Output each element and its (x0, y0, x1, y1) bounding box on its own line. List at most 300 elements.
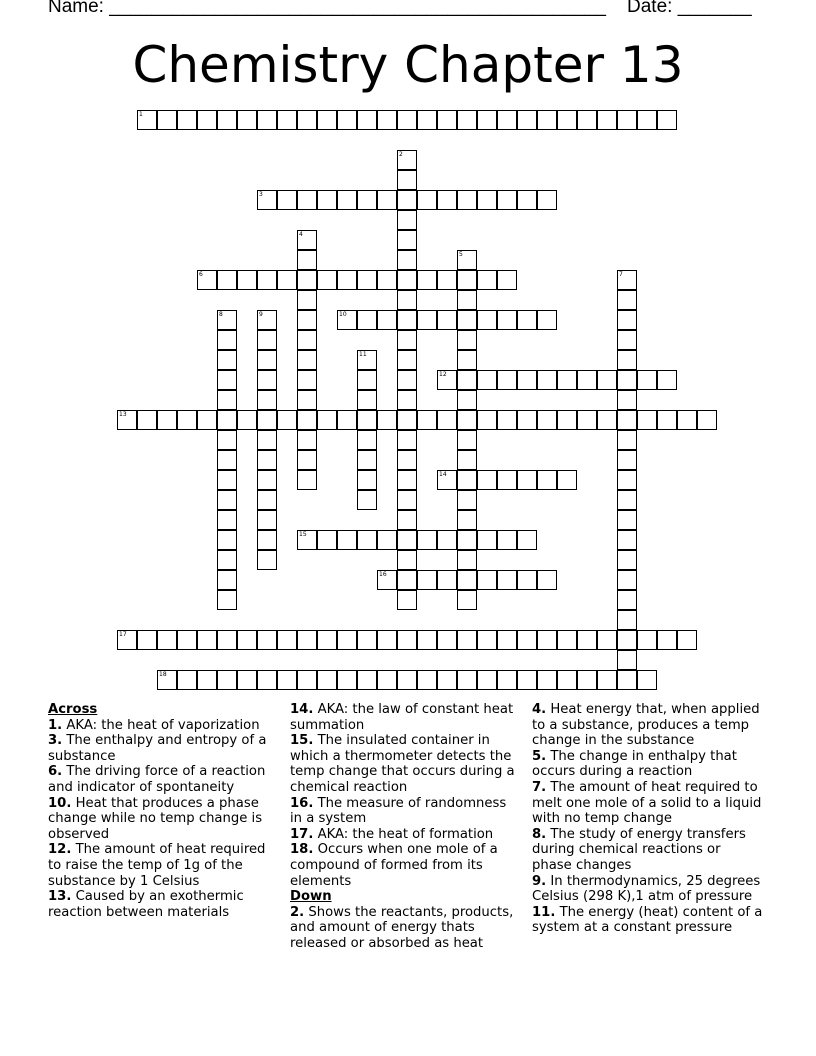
crossword-cell[interactable] (257, 470, 277, 490)
crossword-cell[interactable] (477, 570, 497, 590)
crossword-cell[interactable] (617, 390, 637, 410)
crossword-cell[interactable] (437, 530, 457, 550)
crossword-cell[interactable] (617, 630, 637, 650)
crossword-cell[interactable] (637, 370, 657, 390)
crossword-cell[interactable] (277, 190, 297, 210)
crossword-cell[interactable] (397, 390, 417, 410)
crossword-cell[interactable] (457, 470, 477, 490)
crossword-cell[interactable] (597, 110, 617, 130)
crossword-cell[interactable] (357, 490, 377, 510)
crossword-cell[interactable] (577, 410, 597, 430)
crossword-cell[interactable] (257, 330, 277, 350)
crossword-cell[interactable] (217, 310, 237, 330)
crossword-cell[interactable] (517, 310, 537, 330)
crossword-cell[interactable] (377, 570, 397, 590)
crossword-cell[interactable] (417, 570, 437, 590)
crossword-cell[interactable] (197, 630, 217, 650)
crossword-cell[interactable] (517, 410, 537, 430)
crossword-cell[interactable] (337, 110, 357, 130)
crossword-cell[interactable] (397, 370, 417, 390)
crossword-cell[interactable] (457, 110, 477, 130)
crossword-cell[interactable] (397, 350, 417, 370)
crossword-cell[interactable] (617, 650, 637, 670)
crossword-cell[interactable] (417, 630, 437, 650)
crossword-cell[interactable] (257, 190, 277, 210)
crossword-cell[interactable] (317, 110, 337, 130)
crossword-cell[interactable] (477, 270, 497, 290)
crossword-cell[interactable] (397, 110, 417, 130)
crossword-cell[interactable] (337, 190, 357, 210)
crossword-cell[interactable] (217, 570, 237, 590)
crossword-cell[interactable] (297, 630, 317, 650)
crossword-cell[interactable] (257, 630, 277, 650)
crossword-cell[interactable] (177, 410, 197, 430)
crossword-cell[interactable] (617, 670, 637, 690)
crossword-cell[interactable] (217, 330, 237, 350)
crossword-cell[interactable] (297, 110, 317, 130)
crossword-cell[interactable] (277, 410, 297, 430)
crossword-cell[interactable] (497, 190, 517, 210)
crossword-cell[interactable] (497, 270, 517, 290)
crossword-cell[interactable] (197, 110, 217, 130)
crossword-cell[interactable] (457, 250, 477, 270)
crossword-cell[interactable] (357, 110, 377, 130)
crossword-cell[interactable] (617, 110, 637, 130)
crossword-cell[interactable] (537, 190, 557, 210)
crossword-cell[interactable] (297, 430, 317, 450)
crossword-cell[interactable] (217, 530, 237, 550)
crossword-cell[interactable] (537, 470, 557, 490)
crossword-cell[interactable] (257, 370, 277, 390)
crossword-cell[interactable] (517, 110, 537, 130)
crossword-cell[interactable] (217, 390, 237, 410)
crossword-cell[interactable] (477, 470, 497, 490)
crossword-cell[interactable] (677, 410, 697, 430)
crossword-cell[interactable] (497, 370, 517, 390)
crossword-cell[interactable] (337, 630, 357, 650)
crossword-cell[interactable] (177, 110, 197, 130)
crossword-cell[interactable] (417, 310, 437, 330)
name-line[interactable]: _______________________________________________ (109, 0, 606, 17)
crossword-cell[interactable] (117, 410, 137, 430)
across-clue-list (48, 718, 280, 921)
crossword-cell[interactable] (317, 190, 337, 210)
crossword-cell[interactable] (337, 530, 357, 550)
crossword-cell[interactable] (557, 470, 577, 490)
crossword-cell[interactable] (617, 510, 637, 530)
crossword-cell[interactable] (397, 470, 417, 490)
crossword-cell[interactable] (537, 110, 557, 130)
crossword-cell[interactable] (357, 390, 377, 410)
crossword-cell[interactable] (617, 450, 637, 470)
crossword-cell[interactable] (277, 670, 297, 690)
crossword-cell[interactable] (277, 630, 297, 650)
crossword-cell[interactable] (517, 470, 537, 490)
crossword-cell[interactable] (457, 190, 477, 210)
crossword-cell[interactable] (257, 110, 277, 130)
crossword-cell[interactable] (417, 670, 437, 690)
crossword-cell[interactable] (197, 670, 217, 690)
crossword-cell[interactable] (477, 310, 497, 330)
crossword-cell[interactable] (497, 670, 517, 690)
crossword-cell[interactable] (397, 250, 417, 270)
crossword-cell[interactable] (177, 630, 197, 650)
crossword-cell[interactable] (397, 150, 417, 170)
crossword-cell[interactable] (297, 450, 317, 470)
crossword-cell[interactable] (477, 630, 497, 650)
crossword-cell[interactable] (397, 430, 417, 450)
crossword-cell[interactable] (457, 590, 477, 610)
crossword-cell[interactable] (437, 630, 457, 650)
crossword-cell[interactable] (157, 630, 177, 650)
crossword-cell[interactable] (397, 550, 417, 570)
crossword-cell[interactable] (377, 410, 397, 430)
crossword-cell[interactable] (577, 670, 597, 690)
crossword-cell[interactable] (497, 110, 517, 130)
crossword-cell[interactable] (257, 450, 277, 470)
crossword-cell[interactable] (217, 590, 237, 610)
crossword-cell[interactable] (617, 490, 637, 510)
crossword-cell[interactable] (257, 410, 277, 430)
crossword-cell[interactable] (637, 670, 657, 690)
crossword-cell[interactable] (617, 570, 637, 590)
crossword-cell[interactable] (357, 270, 377, 290)
crossword-cell[interactable] (297, 270, 317, 290)
crossword-cell[interactable] (457, 570, 477, 590)
crossword-cell[interactable] (537, 570, 557, 590)
crossword-cell[interactable] (517, 370, 537, 390)
crossword-cell[interactable] (257, 430, 277, 450)
crossword-cell[interactable] (697, 410, 717, 430)
crossword-cell[interactable] (397, 190, 417, 210)
crossword-cell[interactable] (537, 310, 557, 330)
crossword-cell[interactable] (297, 470, 317, 490)
crossword-cell[interactable] (177, 670, 197, 690)
crossword-cell[interactable] (377, 310, 397, 330)
crossword-cell[interactable] (437, 110, 457, 130)
crossword-cell[interactable] (217, 490, 237, 510)
crossword-cell[interactable] (417, 410, 437, 430)
crossword-cell[interactable] (237, 410, 257, 430)
crossword-cell[interactable] (397, 670, 417, 690)
crossword-cell[interactable] (457, 330, 477, 350)
crossword-cell[interactable] (277, 270, 297, 290)
crossword-cell[interactable] (397, 530, 417, 550)
crossword-cell[interactable] (537, 630, 557, 650)
crossword-cell[interactable] (317, 630, 337, 650)
crossword-cell[interactable] (457, 290, 477, 310)
crossword-cell[interactable] (217, 470, 237, 490)
crossword-cell[interactable] (437, 410, 457, 430)
crossword-cell[interactable] (617, 530, 637, 550)
crossword-cell[interactable] (457, 490, 477, 510)
clue-item (48, 842, 280, 889)
crossword-cell[interactable] (537, 410, 557, 430)
crossword-cell[interactable] (297, 530, 317, 550)
crossword-cell[interactable] (517, 190, 537, 210)
crossword-cell[interactable] (217, 510, 237, 530)
crossword-cell[interactable] (257, 350, 277, 370)
crossword-cell[interactable] (397, 230, 417, 250)
crossword-cell[interactable] (217, 110, 237, 130)
crossword-cell[interactable] (637, 630, 657, 650)
crossword-cell[interactable] (357, 410, 377, 430)
crossword-cell[interactable] (617, 590, 637, 610)
crossword-cell[interactable] (617, 410, 637, 430)
crossword-cell[interactable] (397, 210, 417, 230)
crossword-cell[interactable] (137, 110, 157, 130)
clue-text: The study of energy transfers during chemical reactions or phase changes (532, 826, 746, 873)
crossword-cell[interactable] (397, 450, 417, 470)
crossword-cell[interactable] (377, 670, 397, 690)
crossword-cell[interactable] (357, 350, 377, 370)
crossword-cell[interactable] (497, 470, 517, 490)
crossword-cell[interactable] (217, 450, 237, 470)
crossword-cell[interactable] (317, 410, 337, 430)
down-clue-list-continued (532, 702, 764, 936)
crossword-cell[interactable] (257, 670, 277, 690)
across-heading: Across (48, 702, 98, 717)
crossword-cell[interactable] (357, 310, 377, 330)
crossword-cell[interactable] (377, 270, 397, 290)
crossword-cell[interactable] (497, 570, 517, 590)
crossword-cell[interactable] (297, 390, 317, 410)
crossword-cell[interactable] (617, 370, 637, 390)
crossword-cell[interactable] (677, 630, 697, 650)
name-label: Name: (48, 0, 104, 17)
crossword-cell[interactable] (457, 670, 477, 690)
crossword-cell[interactable] (217, 270, 237, 290)
crossword-cell[interactable] (497, 410, 517, 430)
crossword-cell[interactable] (237, 270, 257, 290)
crossword-cell[interactable] (517, 630, 537, 650)
crossword-cell[interactable] (157, 410, 177, 430)
crossword-cell[interactable] (457, 270, 477, 290)
crossword-cell[interactable] (297, 250, 317, 270)
crossword-cell[interactable] (417, 110, 437, 130)
crossword-cell[interactable] (397, 170, 417, 190)
clue-item (532, 827, 764, 874)
clue-text: The enthalpy and entropy of a substance (48, 733, 267, 764)
crossword-cell[interactable] (317, 530, 337, 550)
crossword-cell[interactable] (477, 670, 497, 690)
crossword-cell[interactable] (297, 290, 317, 310)
crossword-cell[interactable] (437, 570, 457, 590)
cell-number: 1 (139, 111, 143, 118)
crossword-cell[interactable] (197, 270, 217, 290)
crossword-cell[interactable] (657, 110, 677, 130)
crossword-cell[interactable] (297, 310, 317, 330)
crossword-cell[interactable] (457, 630, 477, 650)
crossword-cell[interactable] (397, 590, 417, 610)
crossword-cell[interactable] (297, 370, 317, 390)
crossword-cell[interactable] (477, 190, 497, 210)
crossword-cell[interactable] (297, 670, 317, 690)
crossword-cell[interactable] (257, 490, 277, 510)
crossword-cell[interactable] (337, 310, 357, 330)
crossword-cell[interactable] (517, 670, 537, 690)
crossword-cell[interactable] (397, 570, 417, 590)
crossword-cell[interactable] (397, 410, 417, 430)
crossword-cell[interactable] (657, 410, 677, 430)
crossword-cell[interactable] (397, 270, 417, 290)
clue-item (290, 842, 522, 889)
crossword-cell[interactable] (517, 570, 537, 590)
crossword-cell[interactable] (457, 550, 477, 570)
crossword-cell[interactable] (637, 410, 657, 430)
crossword-cell[interactable] (617, 610, 637, 630)
crossword-cell[interactable] (497, 630, 517, 650)
crossword-cell[interactable] (257, 310, 277, 330)
crossword-cell[interactable] (137, 630, 157, 650)
crossword-cell[interactable] (357, 530, 377, 550)
crossword-cell[interactable] (657, 630, 677, 650)
crossword-cell[interactable] (397, 290, 417, 310)
crossword-cell[interactable] (557, 370, 577, 390)
crossword-cell[interactable] (497, 530, 517, 550)
crossword-cell[interactable] (397, 330, 417, 350)
crossword-cell[interactable] (357, 450, 377, 470)
crossword-cell[interactable] (457, 530, 477, 550)
crossword-cell[interactable] (297, 190, 317, 210)
crossword-cell[interactable] (257, 550, 277, 570)
crossword-cell[interactable] (157, 670, 177, 690)
crossword-cell[interactable] (457, 390, 477, 410)
crossword-cell[interactable] (557, 410, 577, 430)
crossword-cell[interactable] (597, 630, 617, 650)
crossword-cell[interactable] (637, 110, 657, 130)
crossword-cell[interactable] (457, 430, 477, 450)
crossword-cell[interactable] (437, 190, 457, 210)
crossword-cell[interactable] (437, 310, 457, 330)
crossword-cell[interactable] (377, 190, 397, 210)
crossword-cell[interactable] (317, 670, 337, 690)
crossword-cell[interactable] (217, 370, 237, 390)
crossword-cell[interactable] (257, 390, 277, 410)
crossword-cell[interactable] (117, 630, 137, 650)
crossword-cell[interactable] (397, 630, 417, 650)
date-line[interactable]: _______ (677, 0, 752, 17)
crossword-cell[interactable] (417, 270, 437, 290)
crossword-cell[interactable] (617, 350, 637, 370)
crossword-cell[interactable] (437, 270, 457, 290)
crossword-cell[interactable] (457, 310, 477, 330)
crossword-cell[interactable] (477, 410, 497, 430)
crossword-cell[interactable] (597, 370, 617, 390)
crossword-cell[interactable] (617, 330, 637, 350)
cell-number: 3 (259, 191, 263, 198)
crossword-cell[interactable] (297, 230, 317, 250)
crossword-cell[interactable] (297, 410, 317, 430)
crossword-cell[interactable] (477, 530, 497, 550)
crossword-cell[interactable] (337, 670, 357, 690)
crossword-cell[interactable] (437, 370, 457, 390)
crossword-cell[interactable] (237, 110, 257, 130)
crossword-cell[interactable] (357, 430, 377, 450)
crossword-cell[interactable] (217, 630, 237, 650)
crossword-cell[interactable] (477, 110, 497, 130)
crossword-cell[interactable] (477, 370, 497, 390)
crossword-cell[interactable] (617, 290, 637, 310)
crossword-cell[interactable] (217, 670, 237, 690)
crossword-cell[interactable] (197, 410, 217, 430)
crossword-cell[interactable] (617, 550, 637, 570)
crossword-cell[interactable] (377, 630, 397, 650)
crossword-cell[interactable] (337, 270, 357, 290)
crossword-cell[interactable] (237, 630, 257, 650)
crossword-cell[interactable] (217, 550, 237, 570)
crossword-cell[interactable] (377, 110, 397, 130)
crossword-cell[interactable] (297, 330, 317, 350)
crossword-cell[interactable] (577, 110, 597, 130)
crossword-cell[interactable] (357, 470, 377, 490)
crossword-cell[interactable] (557, 630, 577, 650)
crossword-cell[interactable] (457, 370, 477, 390)
crossword-cell[interactable] (497, 310, 517, 330)
crossword-cell[interactable] (597, 670, 617, 690)
clue-item (532, 749, 764, 780)
clue-number: 1. (48, 717, 63, 733)
crossword-cell[interactable] (357, 370, 377, 390)
crossword-cell[interactable] (657, 370, 677, 390)
crossword-cell[interactable] (357, 190, 377, 210)
crossword-cell[interactable] (277, 110, 297, 130)
crossword-cell[interactable] (517, 530, 537, 550)
crossword-cell[interactable] (457, 410, 477, 430)
crossword-cell[interactable] (397, 510, 417, 530)
crossword-cell[interactable] (617, 270, 637, 290)
crossword-cell[interactable] (357, 630, 377, 650)
crossword-cell[interactable] (597, 410, 617, 430)
crossword-cell[interactable] (297, 350, 317, 370)
crossword-cell[interactable] (217, 430, 237, 450)
crossword-cell[interactable] (617, 430, 637, 450)
crossword-cell[interactable] (377, 530, 397, 550)
crossword-cell[interactable] (577, 630, 597, 650)
crossword-cell[interactable] (397, 490, 417, 510)
crossword-cell[interactable] (437, 470, 457, 490)
crossword-cell[interactable] (157, 110, 177, 130)
down-clue-list (290, 905, 522, 952)
crossword-cell[interactable] (317, 270, 337, 290)
crossword-cell[interactable] (457, 510, 477, 530)
crossword-cell[interactable] (437, 670, 457, 690)
crossword-cell[interactable] (557, 110, 577, 130)
crossword-cell[interactable] (557, 670, 577, 690)
crossword-cell[interactable] (337, 410, 357, 430)
crossword-cell[interactable] (257, 530, 277, 550)
crossword-cell[interactable] (417, 530, 437, 550)
crossword-cell[interactable] (217, 410, 237, 430)
crossword-cell[interactable] (257, 270, 277, 290)
clue-number: 9. (532, 873, 547, 889)
clue-item (48, 764, 280, 795)
crossword-cell[interactable] (417, 190, 437, 210)
crossword-cell[interactable] (237, 670, 257, 690)
crossword-cell[interactable] (617, 470, 637, 490)
crossword-cell[interactable] (457, 350, 477, 370)
crossword-cell[interactable] (617, 310, 637, 330)
crossword-cell[interactable] (457, 450, 477, 470)
crossword-cell[interactable] (257, 510, 277, 530)
crossword-cell[interactable] (537, 670, 557, 690)
crossword-cell[interactable] (537, 370, 557, 390)
crossword-cell[interactable] (137, 410, 157, 430)
crossword-cell[interactable] (577, 370, 597, 390)
crossword-cell[interactable] (357, 670, 377, 690)
crossword-cell[interactable] (397, 310, 417, 330)
crossword-cell[interactable] (217, 350, 237, 370)
